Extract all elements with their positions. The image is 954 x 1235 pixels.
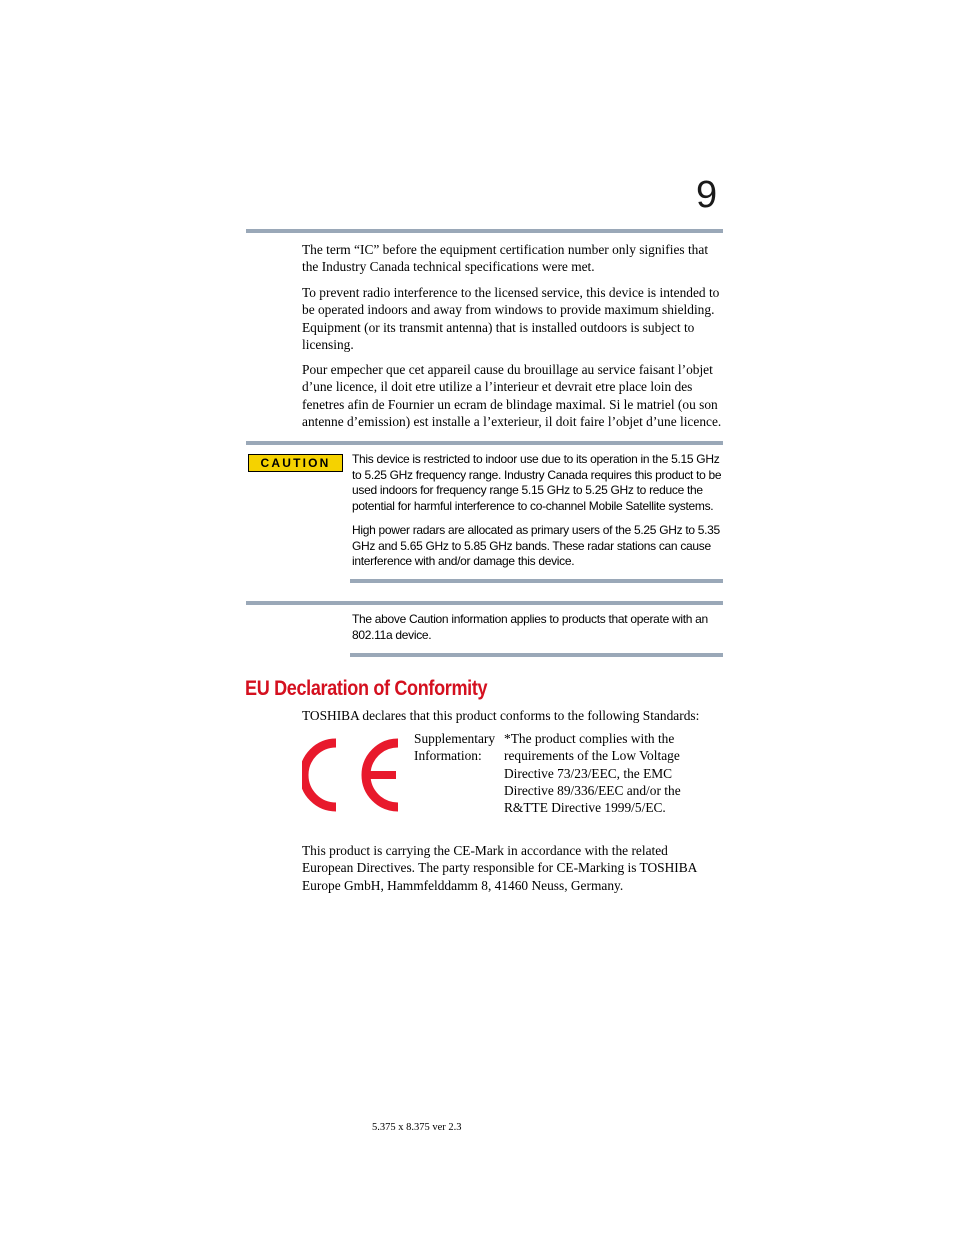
note-text: The above Caution information applies to products that operate with an 802.11a device. <box>352 612 708 642</box>
caution-paragraph-2: High power radars are allocated as primary users of the 5.25 GHz to 5.35 GHz and 5.65 GHz to 5.85 GHz bands. These radar stations can cause interference with and/or damage this device. <box>352 523 720 568</box>
footer-version: 5.375 x 8.375 ver 2.3 <box>372 1122 462 1133</box>
ic-paragraph-2: To prevent radio interference to the licensed service, this device is intended to be operated indoors and away from windows to provide maximum shielding. Equipment (or its transmit antenna) that is installed outdoors is subject to licensing. <box>302 285 720 352</box>
ce-mark-c <box>304 743 336 807</box>
ic-paragraph-1: The term “IC” before the equipment certification number only signifies that the Industry Canada technical specifications were met. <box>302 242 709 275</box>
supplementary-label: Supplementary Information: <box>414 731 496 764</box>
top-rule <box>246 229 723 233</box>
ce-mark-logo <box>302 738 400 812</box>
page-number: 9 <box>696 174 718 216</box>
eu-declaration-heading: EU Declaration of Conformity <box>245 677 488 700</box>
caution-top-rule <box>246 441 723 445</box>
ce-mark-closing: This product is carrying the CE-Mark in accordance with the related European Directives. The party responsible for CE-Marking is TOSHIBA Europe GmbH, Hammfelddamm 8, 41460 Neuss, Germany. <box>302 843 697 893</box>
note-bottom-rule <box>350 653 723 657</box>
ic-paragraph-french: Pour empecher que cet appareil cause du brouillage au service faisant l’objet d’une licence, il doit etre utilize a l’interieur et devrait etre place loin des fenetres afin de Fournier un ecram de blindage maximal. Si le matriel (ou son antenne d’emission) est installe a l’exterieur, il doit faire l’objet d’une licence. <box>302 362 722 429</box>
caution-bottom-rule <box>350 579 723 583</box>
caution-paragraph-1: This device is restricted to indoor use due to its operation in the 5.15 GHz to 5.25 GHz frequency range. Industry Canada requires this product to be used indoors for frequency range 5.15 GHz to 5.25 GHz to reduce the potential for harmful interference to co-channel Mobile Satellite systems. <box>352 452 722 513</box>
caution-badge: CAUTION <box>248 454 343 472</box>
note-top-rule <box>246 601 723 605</box>
eu-intro: TOSHIBA declares that this product conforms to the following Standards: <box>302 708 700 723</box>
ce-mark-e-bar <box>368 771 396 779</box>
supplementary-text: *The product complies with the requirements of the Low Voltage Directive 73/23/EEC, the EMC Directive 89/336/EEC and/or the R&TTE Directive 1999/5/EC. <box>504 731 681 816</box>
